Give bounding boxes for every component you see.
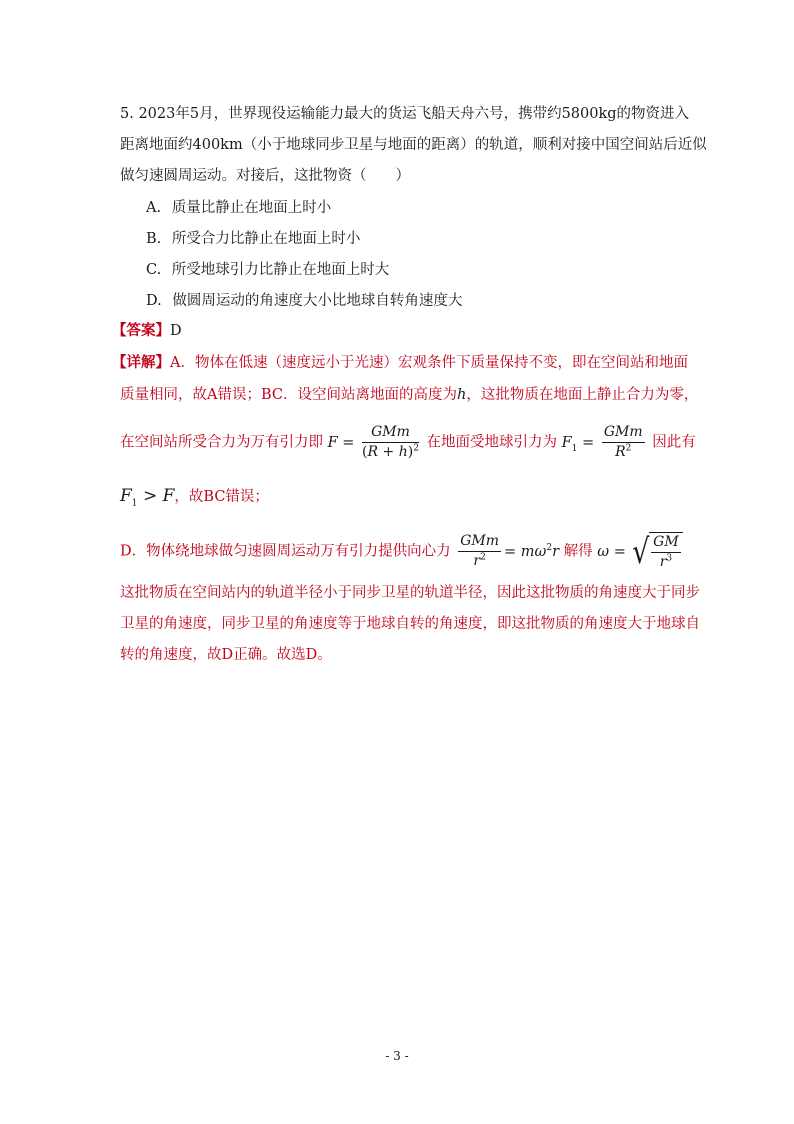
explanation-text-5b: 解得 bbox=[563, 543, 593, 560]
explanation-tag: 【详解】 bbox=[112, 354, 170, 371]
explanation-line-6: 这批物质在空间站内的轨道半径小于同步卫星的轨道半径，因此这批物质的角速度大于同步 bbox=[120, 585, 700, 601]
answer-tag: 【答案】 bbox=[112, 322, 170, 339]
explanation-line-7: 卫星的角速度，同步卫星的角速度等于地球自转的角速度，即这批物质的角速度大于地球自 bbox=[120, 616, 700, 632]
formula-f1-gt-f: $F_1 > F$ bbox=[120, 486, 175, 509]
explanation-text-3a: 在空间站所受合力为万有引力即 bbox=[120, 434, 323, 451]
option-a-label: A. bbox=[146, 200, 162, 216]
explanation-text-2a: 质量相同，故A错误；BC．设空间站离地面的高度为 bbox=[120, 387, 457, 403]
option-d bbox=[146, 291, 462, 311]
option-d-text: 做圆周运动的角速度大小比地球自转角速度大 bbox=[172, 293, 463, 309]
explanation-line-3 bbox=[120, 424, 696, 461]
explanation-text-4: ，故BC错误； bbox=[174, 489, 269, 505]
explanation-text-3c: 因此有 bbox=[652, 434, 696, 451]
question-line-2: 距离地面约400km（小于地球同步卫星与地面的距离）的轨道，顺利对接中国空间站后近似 bbox=[120, 137, 707, 153]
option-a bbox=[146, 198, 331, 218]
option-b-text: 所受合力比静止在地面上时小 bbox=[171, 231, 361, 247]
explanation-line-1 bbox=[112, 353, 688, 373]
page-number: - 3 - bbox=[385, 1049, 409, 1063]
option-a-text: 质量比静止在地面上时小 bbox=[171, 200, 332, 216]
formula-omega: ω = √ $\frac{GM}{r^3}$ bbox=[597, 544, 682, 560]
option-c-label: C. bbox=[146, 262, 162, 278]
explanation-text-5a: D．物体绕地球做匀速圆周运动万有引力提供向心力 bbox=[120, 543, 451, 560]
explanation-line-8: 转的角速度，故D正确。故选D。 bbox=[120, 647, 332, 663]
explanation-line-2 bbox=[120, 385, 698, 405]
option-d-label: D. bbox=[146, 293, 162, 309]
formula-centripetal: $\frac{\text{GMm}}{r^2}$ = $m\omega^2r$ bbox=[460, 533, 564, 569]
explanation-text-2b: ，这批物质在地面上静止合力为零， bbox=[466, 387, 699, 403]
question-line-3: 做匀速圆周运动。对接后，这批物资（ ） bbox=[120, 168, 410, 184]
option-b-label: B. bbox=[146, 231, 162, 247]
question-line-1: 5. 2023年5月，世界现役运输能力最大的货运飞船天舟六号，携带约5800kg的物资进入 bbox=[120, 106, 690, 122]
answer-line bbox=[112, 321, 182, 341]
option-c bbox=[146, 260, 389, 280]
explanation-text-3b: 在地面受地球引力为 bbox=[426, 434, 558, 451]
explanation-line-4 bbox=[120, 486, 269, 507]
explanation-text-1: A．物体在低速（速度远小于光速）宏观条件下质量保持不变，即在空间站和地面 bbox=[170, 355, 688, 371]
formula-f-net: F = $\frac{\text{GMm}}{(R + h)^2}$ bbox=[327, 424, 419, 460]
answer-value: D bbox=[170, 323, 182, 339]
option-c-text: 所受地球引力比静止在地面上时大 bbox=[171, 262, 390, 278]
formula-f1: $F_1$ = $\frac{\text{GMm}}{R^2}$ bbox=[561, 424, 643, 460]
explanation-line-5 bbox=[120, 532, 683, 571]
var-h: h bbox=[457, 387, 467, 403]
option-b bbox=[146, 229, 360, 249]
